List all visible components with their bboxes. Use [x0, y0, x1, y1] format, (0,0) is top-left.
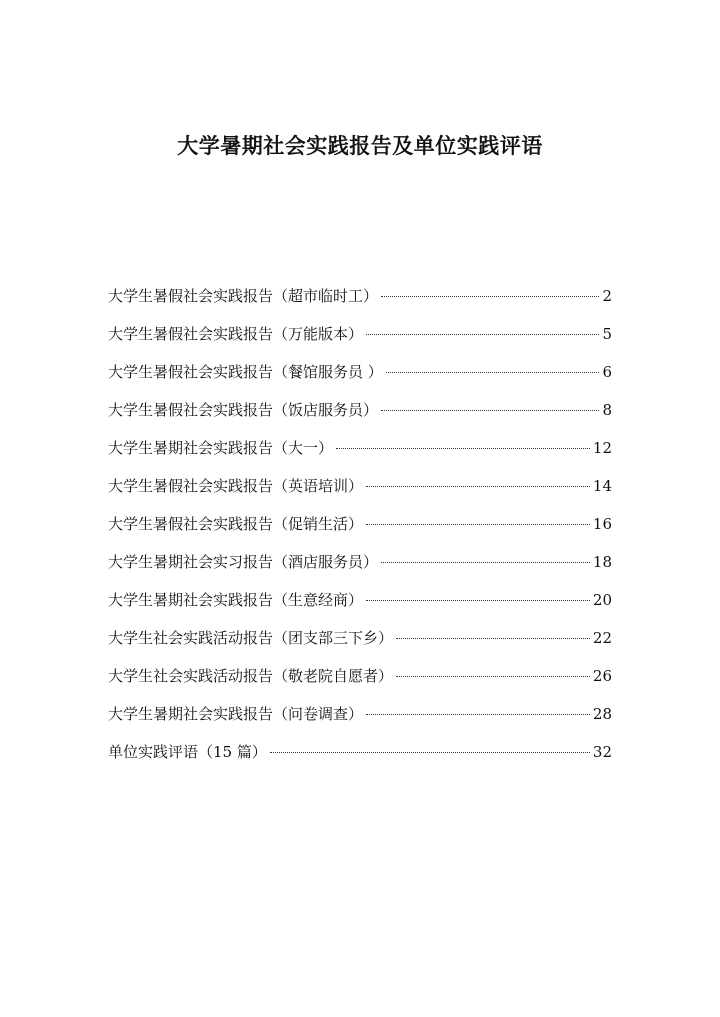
toc-entry-text: 大学生暑假社会实践报告（万能版本）	[108, 325, 364, 343]
toc-entry	[108, 322, 612, 360]
toc-entry-text: 大学生暑期社会实习报告（酒店服务员）	[108, 553, 379, 571]
toc-dot-leader	[366, 600, 590, 601]
toc-page-number: 12	[592, 439, 612, 457]
toc-entry-text: 大学生暑期社会实践报告（生意经商）	[108, 591, 364, 609]
toc-page-number: 22	[592, 629, 612, 647]
toc-entry	[108, 740, 612, 778]
toc-page-number: 20	[592, 591, 612, 609]
toc-page-number: 28	[592, 705, 612, 723]
toc-entry	[108, 702, 612, 740]
toc-page-number: 5	[602, 325, 612, 343]
toc-entry-text: 大学生暑假社会实践报告（饭店服务员）	[108, 401, 379, 419]
table-of-contents	[108, 284, 612, 778]
toc-page-number: 16	[592, 515, 612, 533]
toc-page-number: 6	[602, 363, 612, 381]
toc-entry	[108, 284, 612, 322]
toc-page-number: 14	[592, 477, 612, 495]
toc-entry-text: 大学生社会实践活动报告（敬老院自愿者）	[108, 667, 394, 685]
toc-entry	[108, 512, 612, 550]
toc-entry	[108, 664, 612, 702]
toc-entry-text: 大学生暑期社会实践报告（大一）	[108, 439, 334, 457]
toc-dot-leader	[381, 562, 590, 563]
toc-dot-leader	[396, 676, 590, 677]
toc-dot-leader	[396, 638, 590, 639]
toc-entry	[108, 360, 612, 398]
toc-entry-text: 大学生社会实践活动报告（团支部三下乡）	[108, 629, 394, 647]
toc-page-number: 26	[592, 667, 612, 685]
toc-dot-leader	[366, 486, 590, 487]
toc-entry-text: 大学生暑假社会实践报告（餐馆服务员 ）	[108, 363, 383, 381]
toc-dot-leader	[366, 334, 599, 335]
toc-entry	[108, 398, 612, 436]
toc-entry-text: 大学生暑期社会实践报告（问卷调查）	[108, 705, 364, 723]
toc-entry	[108, 550, 612, 588]
toc-dot-leader	[336, 448, 590, 449]
toc-dot-leader	[366, 524, 590, 525]
toc-entry	[108, 588, 612, 626]
toc-page-number: 2	[602, 287, 612, 305]
toc-dot-leader	[381, 296, 599, 297]
toc-entry-text: 单位实践评语（15 篇）	[108, 743, 267, 761]
document-title: 大学暑期社会实践报告及单位实践评语	[177, 134, 543, 158]
toc-entry	[108, 626, 612, 664]
toc-dot-leader	[270, 752, 590, 753]
toc-entry	[108, 474, 612, 512]
toc-page-number: 18	[592, 553, 612, 571]
toc-entry-text: 大学生暑假社会实践报告（超市临时工）	[108, 287, 379, 305]
toc-entry-text: 大学生暑假社会实践报告（英语培训）	[108, 477, 364, 495]
toc-page-number: 8	[602, 401, 612, 419]
toc-entry	[108, 436, 612, 474]
toc-entry-text: 大学生暑假社会实践报告（促销生活）	[108, 515, 364, 533]
toc-dot-leader	[386, 372, 600, 373]
toc-page-number: 32	[592, 743, 612, 761]
toc-dot-leader	[366, 714, 590, 715]
toc-dot-leader	[381, 410, 599, 411]
